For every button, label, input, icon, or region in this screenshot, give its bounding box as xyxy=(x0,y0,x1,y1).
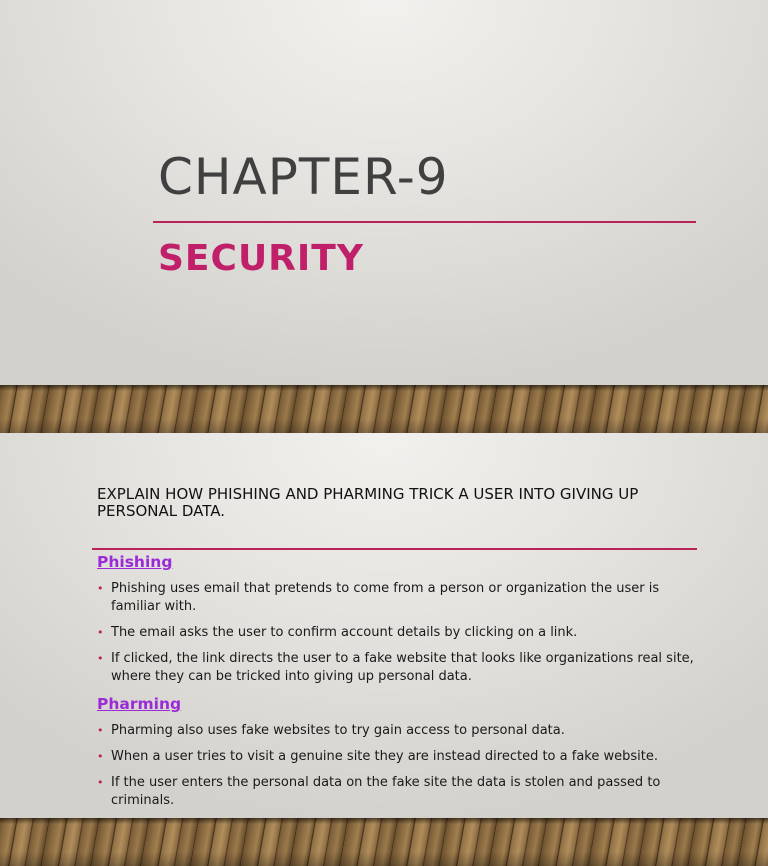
bullet-text: Pharming also uses fake websites to try gain access to personal data. xyxy=(111,723,565,738)
wood-floor-decoration xyxy=(0,818,768,866)
question-divider xyxy=(92,548,697,550)
bullet-icon: • xyxy=(97,750,104,763)
list-item xyxy=(97,748,697,766)
list-item xyxy=(97,650,697,686)
pharming-bullet-list xyxy=(97,722,697,810)
wood-floor-decoration xyxy=(0,385,768,433)
list-item xyxy=(97,722,697,740)
bullet-icon: • xyxy=(97,776,104,789)
bullet-text: If the user enters the personal data on the fake site the data is stolen and passed to criminals. xyxy=(111,775,661,808)
question-title: EXPLAIN HOW PHISHING AND PHARMING TRICK A USER INTO GIVING UP PERSONAL DATA. xyxy=(97,485,639,520)
chapter-title: CHAPTER-9 xyxy=(158,148,449,206)
bullet-icon: • xyxy=(97,652,104,665)
title-divider xyxy=(153,221,696,223)
phishing-bullet-list xyxy=(97,580,697,686)
section-heading-phishing: Phishing xyxy=(97,553,173,571)
bullet-text: When a user tries to visit a genuine site they are instead directed to a fake website. xyxy=(111,749,658,764)
bullet-icon: • xyxy=(97,724,104,737)
content-body xyxy=(97,552,697,818)
bullet-icon: • xyxy=(97,626,104,639)
bullet-icon: • xyxy=(97,582,104,595)
list-item xyxy=(97,580,697,616)
slide-content xyxy=(0,433,768,866)
list-item xyxy=(97,624,697,642)
bullet-text: If clicked, the link directs the user to a fake website that looks like organizations real site, where they can be tricked into giving up personal data. xyxy=(111,651,694,684)
list-item xyxy=(97,774,697,810)
chapter-subtitle: SECURITY xyxy=(158,238,364,279)
section-heading-pharming: Pharming xyxy=(97,695,182,713)
bullet-text: Phishing uses email that pretends to come from a person or organization the user is familiar with. xyxy=(111,581,660,614)
bullet-text: The email asks the user to confirm account details by clicking on a link. xyxy=(111,625,578,640)
